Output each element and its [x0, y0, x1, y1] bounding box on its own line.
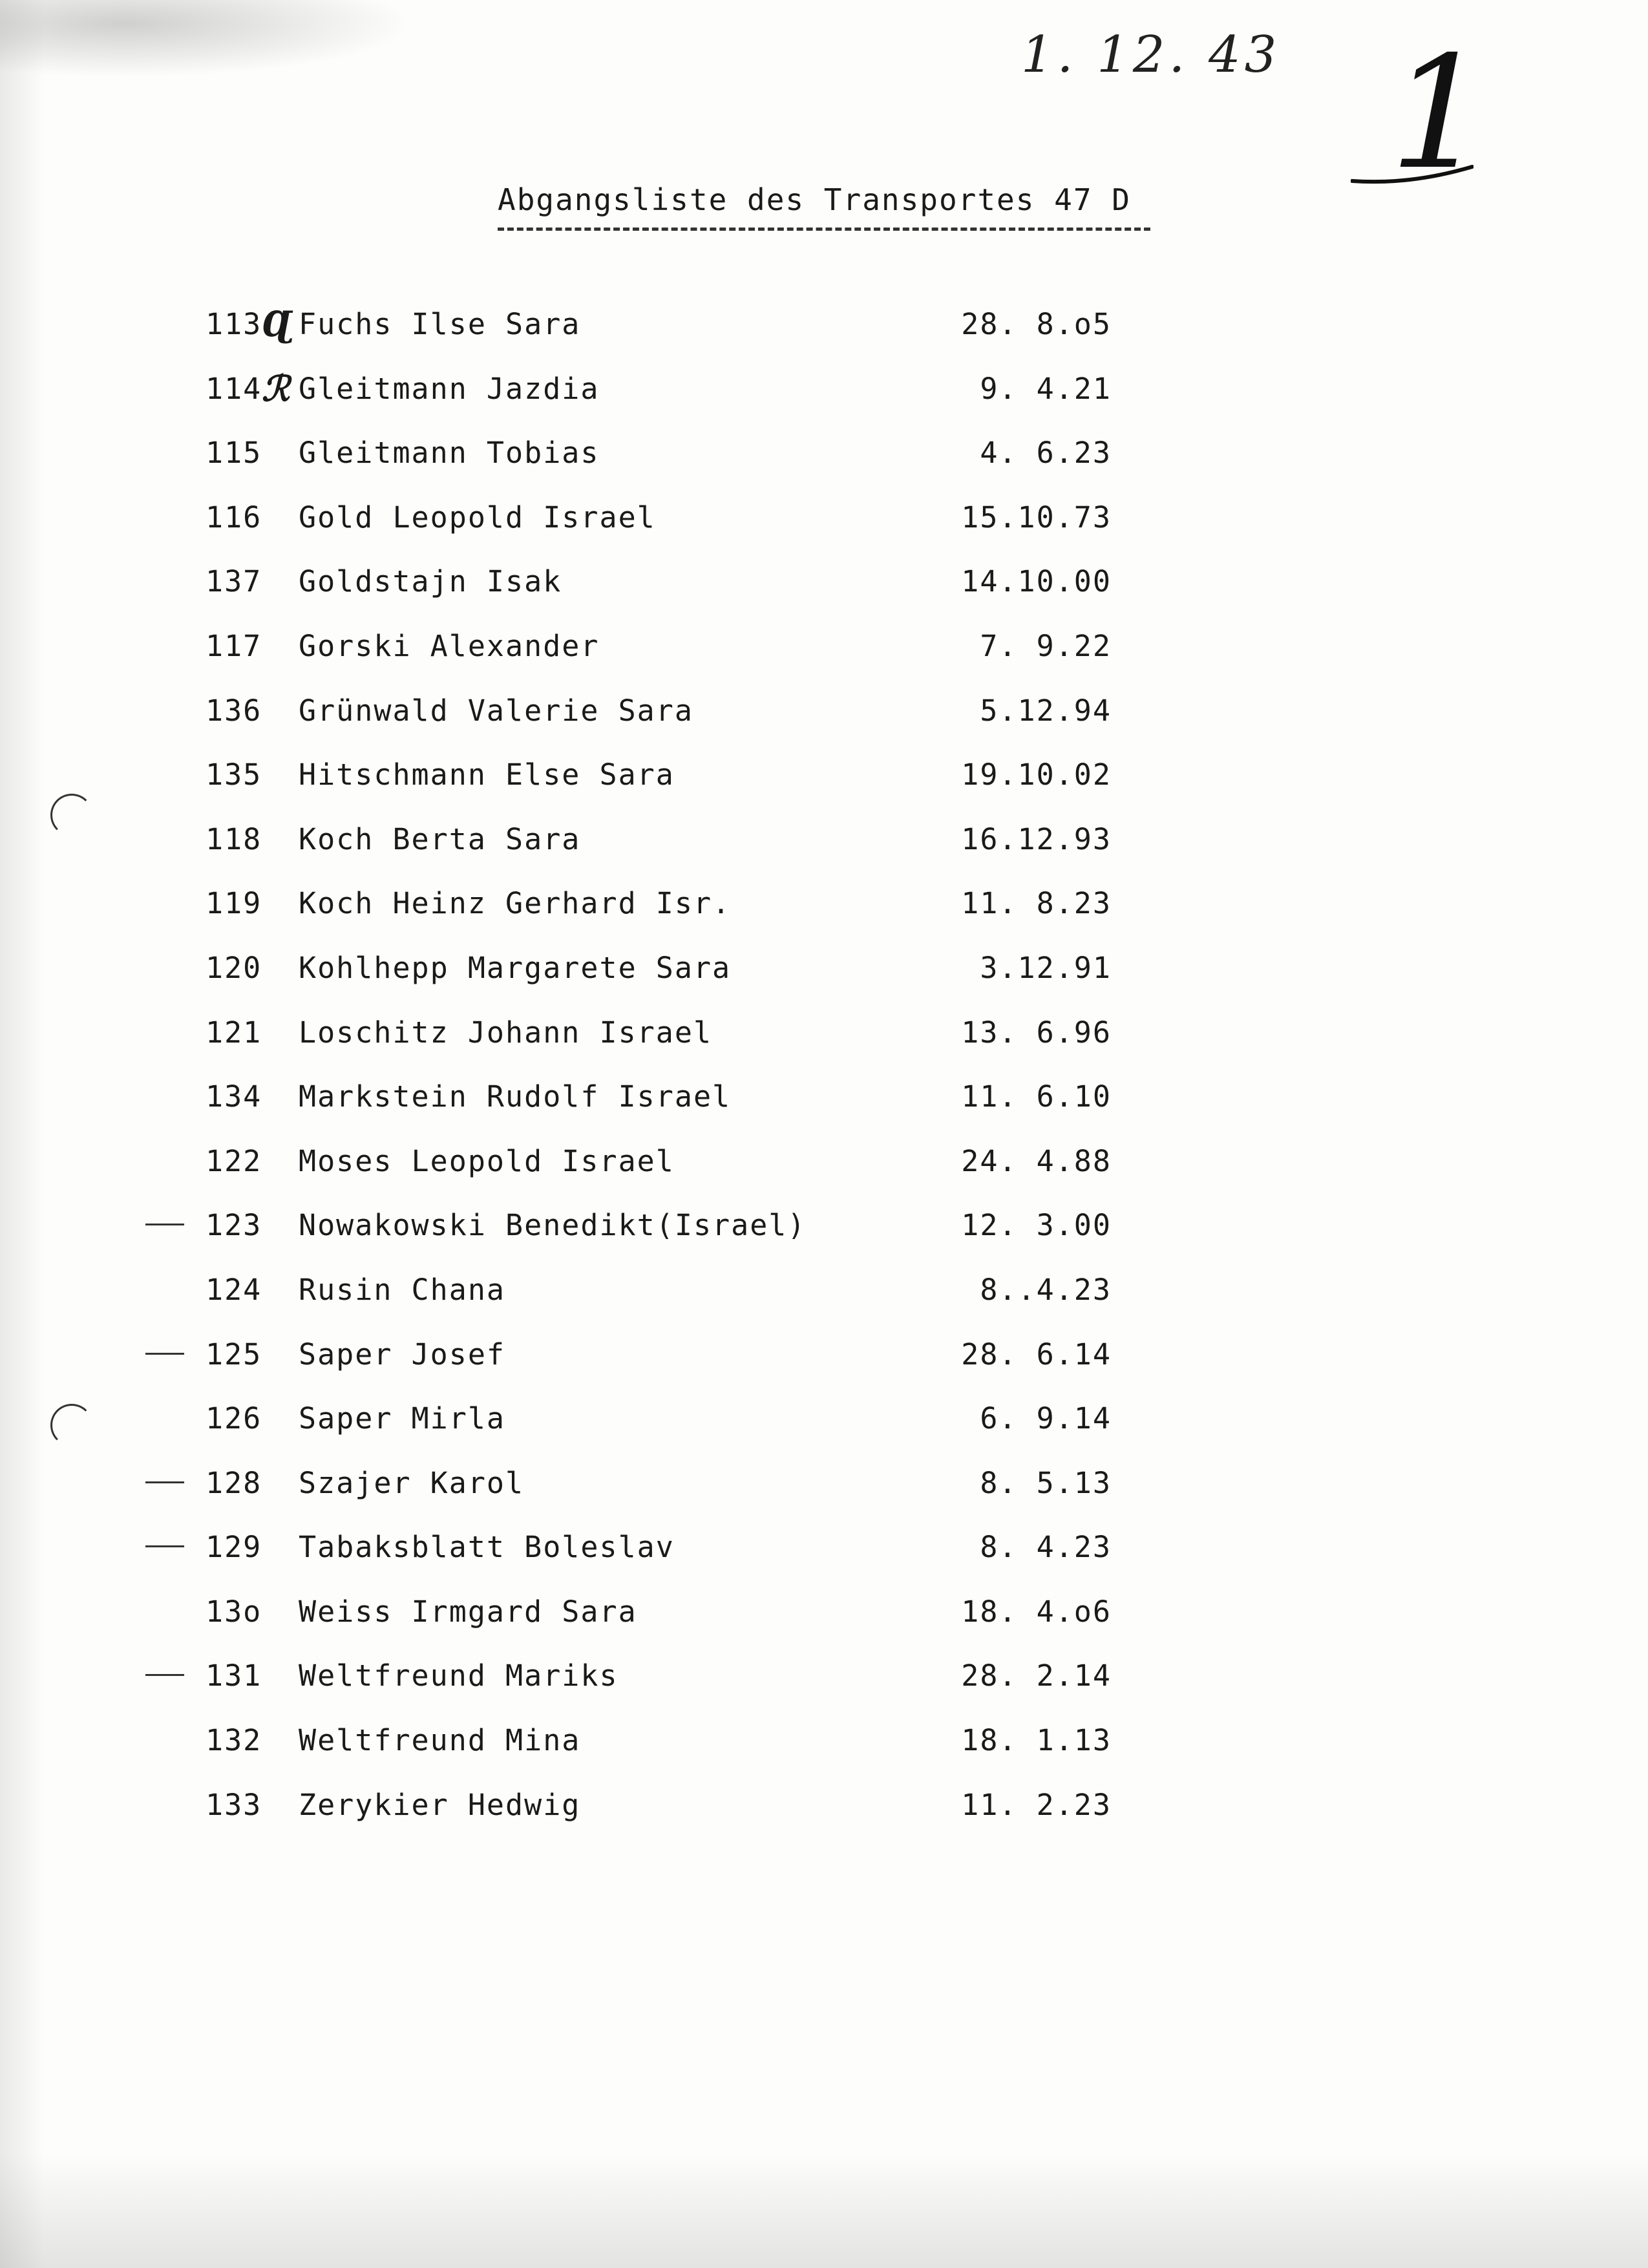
check-tick-icon: [145, 1353, 184, 1355]
entry-birth-date: 12. 3.00: [961, 1208, 1112, 1243]
list-item: [0, 1015, 1648, 1080]
entry-birth-date: 9. 4.21: [980, 371, 1112, 406]
entry-name: Gold Leopold Israel: [299, 500, 656, 535]
entry-birth-date: 24. 4.88: [961, 1143, 1112, 1178]
list-item: [0, 1530, 1648, 1595]
list-item: [0, 1401, 1648, 1466]
check-tick-icon: [145, 1481, 184, 1483]
page-number-underline-icon: [1351, 162, 1474, 187]
entry-number: 129: [206, 1530, 262, 1565]
handwritten-mark: Ɋ: [262, 303, 293, 344]
entry-number: 120: [206, 950, 262, 985]
entry-name: Gorski Alexander: [299, 628, 600, 663]
entry-name: Nowakowski Benedikt(Israel): [299, 1208, 807, 1243]
entry-birth-date: 19.10.02: [961, 758, 1112, 792]
entry-birth-date: 8..4.23: [980, 1272, 1112, 1307]
entry-number: 126: [206, 1401, 262, 1436]
entry-name: Goldstajn Isak: [299, 564, 562, 599]
entry-number: 116: [206, 500, 262, 535]
entry-number: 125: [206, 1337, 262, 1372]
entry-number: 122: [206, 1143, 262, 1178]
list-item: [0, 1788, 1648, 1852]
entry-name: Szajer Karol: [299, 1465, 525, 1500]
list-item: [0, 694, 1648, 758]
entry-name: Markstein Rudolf Israel: [299, 1079, 732, 1114]
entry-name: Grünwald Valerie Sara: [299, 693, 693, 728]
entry-number: 137: [206, 564, 262, 599]
scan-shadow-top: [0, 0, 414, 78]
list-item: [0, 758, 1648, 822]
title-underline: [498, 228, 1150, 231]
entry-name: Tabaksblatt Boleslav: [299, 1530, 675, 1565]
entry-name: Saper Mirla: [299, 1401, 506, 1436]
departure-list: [0, 303, 1648, 1852]
check-tick-icon: [145, 1224, 184, 1225]
entry-birth-date: 18. 1.13: [961, 1723, 1112, 1758]
entry-name: Weltfreund Mariks: [299, 1659, 618, 1693]
entry-birth-date: 11. 2.23: [961, 1787, 1112, 1822]
list-item: [0, 1659, 1648, 1723]
handwritten-mark: ℛ: [262, 367, 291, 409]
entry-birth-date: 28. 2.14: [961, 1659, 1112, 1693]
entry-number: 123: [206, 1208, 262, 1243]
list-item: [0, 500, 1648, 565]
check-tick-icon: [145, 1674, 184, 1676]
list-item: [0, 822, 1648, 887]
entry-birth-date: 15.10.73: [961, 500, 1112, 535]
list-item: [0, 1466, 1648, 1531]
document-title: Abgangsliste des Transportes 47 D: [498, 182, 1131, 217]
entry-birth-date: 11. 8.23: [961, 886, 1112, 921]
entry-birth-date: 13. 6.96: [961, 1015, 1112, 1050]
entry-number: 115: [206, 436, 262, 471]
entry-name: Koch Heinz Gerhard Isr.: [299, 886, 732, 921]
entry-birth-date: 5.12.94: [980, 693, 1112, 728]
entry-birth-date: 11. 6.10: [961, 1079, 1112, 1114]
entry-name: Kohlhepp Margarete Sara: [299, 950, 732, 985]
entry-birth-date: 7. 9.22: [980, 628, 1112, 663]
entry-number: 117: [206, 628, 262, 663]
entry-number: 132: [206, 1723, 262, 1758]
entry-number: 135: [206, 758, 262, 792]
list-item: [0, 436, 1648, 500]
list-item: [0, 1337, 1648, 1402]
check-tick-icon: [145, 1545, 184, 1547]
entry-name: Saper Josef: [299, 1337, 506, 1372]
entry-name: Weiss Irmgard Sara: [299, 1594, 637, 1629]
list-item: [0, 951, 1648, 1015]
entry-birth-date: 8. 5.13: [980, 1465, 1112, 1500]
entry-number: 113: [206, 307, 262, 341]
entry-name: Moses Leopold Israel: [299, 1143, 675, 1178]
scan-shadow-bottom: [0, 2152, 1648, 2268]
entry-number: 131: [206, 1659, 262, 1693]
entry-number: 124: [206, 1272, 262, 1307]
entry-number: 121: [206, 1015, 262, 1050]
handwritten-date: 1. 12. 43: [1021, 26, 1281, 84]
entry-birth-date: 16.12.93: [961, 821, 1112, 856]
entry-name: Rusin Chana: [299, 1272, 506, 1307]
list-item: [0, 303, 1648, 372]
entry-number: 134: [206, 1079, 262, 1114]
entry-name: Weltfreund Mina: [299, 1723, 581, 1758]
list-item: [0, 367, 1648, 436]
entry-birth-date: 4. 6.23: [980, 436, 1112, 471]
handwritten-page-number: 1: [1389, 23, 1488, 204]
list-item: [0, 1595, 1648, 1659]
list-item: [0, 886, 1648, 951]
entry-name: Hitschmann Else Sara: [299, 758, 675, 792]
entry-name: Zerykier Hedwig: [299, 1787, 581, 1822]
list-item: [0, 564, 1648, 629]
entry-number: 119: [206, 886, 262, 921]
list-item: [0, 1079, 1648, 1144]
entry-birth-date: 8. 4.23: [980, 1530, 1112, 1565]
entry-birth-date: 28. 8.o5: [961, 307, 1112, 341]
entry-name: Koch Berta Sara: [299, 821, 581, 856]
entry-birth-date: 18. 4.o6: [961, 1594, 1112, 1629]
entry-number: 114: [206, 371, 262, 406]
entry-birth-date: 28. 6.14: [961, 1337, 1112, 1372]
entry-number: 118: [206, 821, 262, 856]
entry-number: 128: [206, 1465, 262, 1500]
entry-number: 136: [206, 693, 262, 728]
entry-birth-date: 14.10.00: [961, 564, 1112, 599]
list-item: [0, 1723, 1648, 1788]
entry-name: Gleitmann Jazdia: [299, 371, 600, 406]
entry-name: Gleitmann Tobias: [299, 436, 600, 471]
list-item: [0, 629, 1648, 694]
entry-number: 13o: [206, 1594, 262, 1629]
list-item: [0, 1208, 1648, 1273]
entry-name: Loschitz Johann Israel: [299, 1015, 713, 1050]
entry-number: 133: [206, 1787, 262, 1822]
list-item: [0, 1144, 1648, 1209]
entry-birth-date: 6. 9.14: [980, 1401, 1112, 1436]
entry-name: Fuchs Ilse Sara: [299, 307, 581, 341]
list-item: [0, 1273, 1648, 1337]
entry-birth-date: 3.12.91: [980, 950, 1112, 985]
